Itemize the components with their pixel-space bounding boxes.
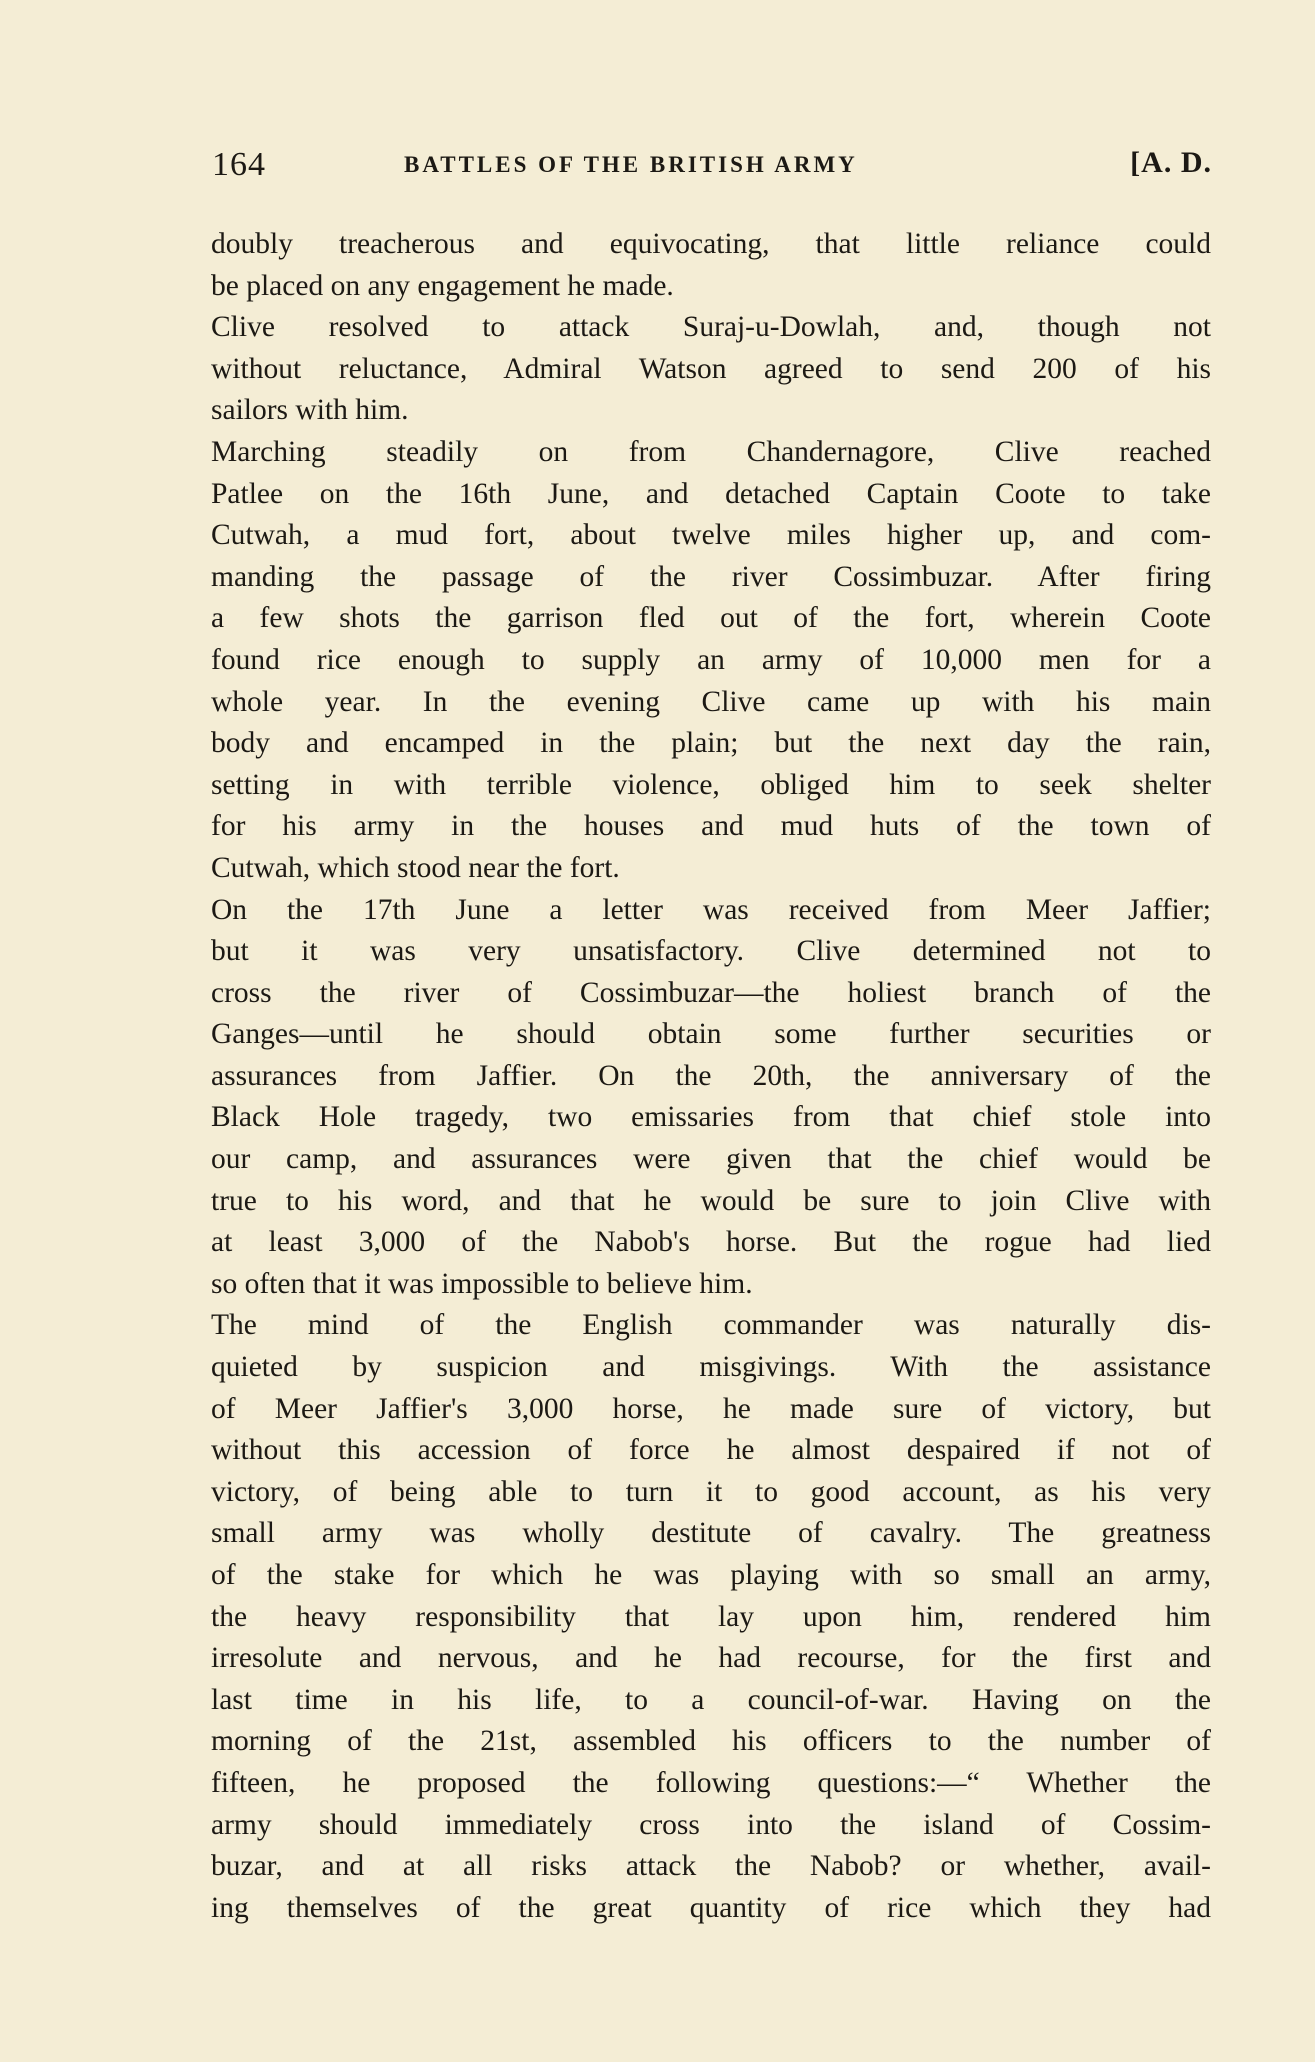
text-line: Ganges—until he should obtain some further securities or xyxy=(211,1018,1211,1051)
text-line: Patlee on the 16th June, and detached Captain Coote to take xyxy=(211,477,1211,510)
text-line: doubly treacherous and equivocating, that little reliance could xyxy=(211,228,1211,260)
text-line: Clive resolved to attack Suraj-u-Dowlah, and, though not xyxy=(211,311,1211,344)
text-line: Marching steadily on from Chandernagore, Clive reached xyxy=(211,435,1211,468)
text-line: setting in with terrible violence, obliged him to seek shelter xyxy=(211,768,1211,801)
text-line: a few shots the garrison fled out of the fort, wherein Coote xyxy=(211,602,1211,635)
text-line: be placed on any engagement he made. xyxy=(211,269,674,302)
text-line: The mind of the English commander was naturally dis- xyxy=(211,1309,1211,1342)
text-line: cross the river of Cossimbuzar—the holiest branch of the xyxy=(211,976,1211,1009)
running-title: BATTLES OF THE BRITISH ARMY xyxy=(404,152,858,177)
text-line: without this accession of force he almost despaired if not of xyxy=(211,1434,1211,1467)
text-line: small army was wholly destitute of cavalry. The greatness xyxy=(211,1517,1211,1550)
text-line: of Meer Jaffier's 3,000 horse, he made sure of victory, but xyxy=(211,1392,1211,1425)
text-line: body and encamped in the plain; but the next day the rain, xyxy=(211,727,1211,760)
text-line: fifteen, he proposed the following questions:—“ Whether the xyxy=(211,1766,1211,1799)
text-line: the heavy responsibility that lay upon him, rendered him xyxy=(211,1600,1211,1633)
text-line: buzar, and at all risks attack the Nabob? or whether, avail- xyxy=(211,1850,1211,1883)
text-line: ing themselves of the great quantity of rice which they had xyxy=(211,1891,1211,1924)
text-line: sailors with him. xyxy=(211,394,409,427)
text-line: Cutwah, a mud fort, about twelve miles higher up, and com- xyxy=(211,519,1211,552)
text-line: Cutwah, which stood near the fort. xyxy=(211,851,620,884)
running-date: [A. D. xyxy=(1130,146,1212,179)
text-line: at least 3,000 of the Nabob's horse. But the rogue had lied xyxy=(211,1226,1211,1259)
body-text xyxy=(211,224,1211,1929)
text-line: of the stake for which he was playing with so small an army, xyxy=(211,1559,1211,1591)
text-line: true to his word, and that he would be sure to join Clive with xyxy=(211,1184,1211,1217)
text-line: morning of the 21st, assembled his officers to the number of xyxy=(211,1725,1211,1758)
text-line: but it was very unsatisfactory. Clive determined not to xyxy=(211,935,1211,968)
text-line: manding the passage of the river Cossimbuzar. After firing xyxy=(211,560,1211,593)
text-line: whole year. In the evening Clive came up with his main xyxy=(211,685,1211,718)
text-line: assurances from Jaffier. On the 20th, the anniversary of the xyxy=(211,1059,1211,1092)
text-line: without reluctance, Admiral Watson agreed to send 200 of his xyxy=(211,352,1211,385)
text-line: last time in his life, to a council-of-war. Having on the xyxy=(211,1683,1211,1716)
text-line: victory, of being able to turn it to good account, as his very xyxy=(211,1475,1211,1508)
text-line: On the 17th June a letter was received from Meer Jaffier; xyxy=(211,893,1211,926)
page-number: 164 xyxy=(212,146,266,183)
text-line: irresolute and nervous, and he had recourse, for the first and xyxy=(211,1642,1211,1675)
text-line: our camp, and assurances were given that the chief would be xyxy=(211,1143,1211,1176)
text-line: army should immediately cross into the island of Cossim- xyxy=(211,1808,1211,1841)
text-line: so often that it was impossible to believe him. xyxy=(211,1267,753,1300)
text-line: found rice enough to supply an army of 10,000 men for a xyxy=(211,643,1211,676)
running-header xyxy=(212,146,1212,190)
text-line: for his army in the houses and mud huts of the town of xyxy=(211,810,1211,843)
text-line: quieted by suspicion and misgivings. With the assistance xyxy=(211,1351,1211,1384)
text-line: Black Hole tragedy, two emissaries from that chief stole into xyxy=(211,1101,1211,1134)
